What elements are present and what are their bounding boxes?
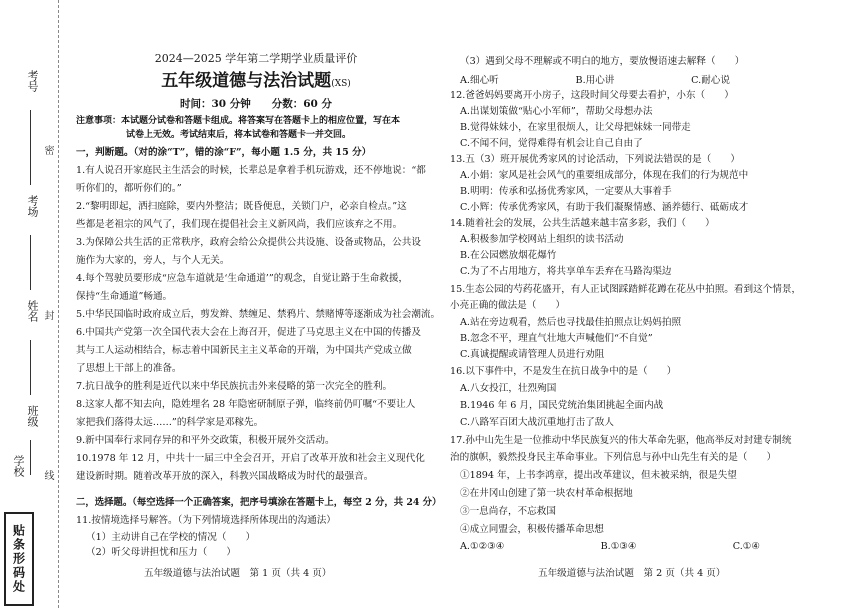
q13-option-b: B.明明：传承和弘扬优秀家风，一定要从大事着手 (460, 186, 672, 197)
q15-option-c: C.真诚提醒或请管理人员进行劝阻 (460, 349, 605, 360)
title-code: (XS) (331, 79, 351, 89)
label-xingming: 姓名 (26, 300, 39, 322)
q12-option-c: C.不闻不问，觉得难得有机会让自己自由了 (460, 138, 643, 149)
judgment-line: 10.1978 年 12 月，中共十一届三中全会召开，开启了改革开放和社会主义现代化 (76, 453, 425, 464)
q17-stem-1: 17.孙中山先生是一位推动中华民族复兴的伟大革命先驱，他高举反对封建专制统 (450, 435, 792, 446)
q15-stem-2: 小亮正确的做法是（ ） (450, 300, 566, 311)
q16-option-b: B.1946 年 6 月，国民党统治集团挑起全面内战 (460, 400, 664, 411)
notice-line-2: 试卷上无效。考试结束后，将本试卷和答题卡一并交回。 (126, 130, 352, 140)
kaohao-line (30, 110, 31, 185)
q17-item-2: ②在井冈山创建了第一块农村革命根据地 (460, 488, 633, 499)
banji-line (30, 440, 31, 475)
judgment-line: 保持“生命通道”畅通。 (76, 291, 173, 302)
time-score: 时间：30 分钟 分数：60 分 (179, 98, 333, 110)
footer-page-1: 五年级道德与法治试题 第 1 页（共 4 页） (144, 568, 332, 579)
q13-option-c: C.小辉：传承优秀家风，有助于我们凝聚情感、涵养德行、砥砺成才 (460, 202, 749, 213)
judgment-line: 建设新时期。随着改革开放的深入，科教兴国战略成为时代的最强音。 (76, 471, 374, 482)
judgment-line: 8.这家人都不知去向，隐姓埋名 28 年隐密研制原子弹，临终前仍叮嘱“不要让人 (76, 399, 416, 410)
label-banji: 班级 (26, 405, 39, 427)
q12-option-a: A.出谋划策做“贴心小军师”，帮助父母想办法 (460, 106, 653, 117)
footer-page-2: 五年级道德与法治试题 第 2 页（共 4 页） (538, 568, 726, 579)
judgment-line: 些都是老祖宗的风气了，我们现在提倡社会主义新风尚，我们应该弃之不用。 (76, 219, 403, 230)
q15-stem-1: 15.生态公园的芍药花盛开，有人正试图踩踏鲜花蹲在花丛中拍照。看到这个情景， (450, 284, 802, 295)
judgment-line: 6.中国共产党第一次全国代表大会在上海召开，促进了马克思主义在中国的传播及 (76, 327, 421, 338)
judgment-line: 2.“黎明即起，洒扫庭除，要内外整洁；既昏便息，关锁门户，必亲自检点。”这 (76, 201, 407, 212)
q16-option-c: C.八路军百团大战沉重地打击了敌人 (460, 417, 614, 428)
q17-item-4: ④成立同盟会，积极传播革命思想 (460, 524, 604, 535)
title-text: 五年级道德与法治试题 (161, 71, 332, 91)
seal-mi: 密 (42, 145, 53, 155)
q14-option-c: C.为了不占用地方，将共享单车丢弃在马路沟渠边 (460, 266, 672, 277)
barcode-label: 贴条形码处 (11, 524, 26, 594)
q17-option-c: C.①④ (732, 541, 760, 552)
q14-stem: 14.随着社会的发展，公共生活越来越丰富多彩，我们（ ） (450, 218, 715, 229)
label-kaohao: 考号 (26, 70, 39, 92)
exam-title (76, 70, 436, 95)
q11-option-c: C.耐心说 (691, 75, 730, 86)
section2-heading: 二，选择题。（每空选择一个正确答案，把序号填涂在答题卡上，每空 2 分，共 24 分） (76, 497, 442, 508)
judgment-line: 施作为大家的，旁人，与个人无关。 (76, 255, 230, 266)
judgment-line: 了思想上干部上的准备。 (76, 363, 182, 374)
q11-options (460, 72, 730, 86)
seal-xian: 线 (42, 470, 53, 480)
q17-option-a: A.①②③④ (460, 541, 505, 552)
q11-sub1: （1）主动讲自己在学校的情况（ ） (86, 532, 256, 543)
judgment-line: 9.新中国奉行求同存异的和平外交政策，积极开展外交活动。 (76, 435, 335, 446)
seal-feng: 封 (42, 310, 53, 320)
q14-option-a: A.积极参加学校网站上组织的读书活动 (460, 234, 624, 245)
notice-line-1: 注意事项：本试题分试卷和答题卡组成。将答案写在答题卡上的相应位置，写在本 (76, 116, 401, 126)
label-kaochang: 考场 (26, 195, 39, 217)
q17-item-3: ③一息尚存，不忘救国 (460, 506, 556, 517)
label-xuexiao: 学校 (12, 455, 25, 477)
q11-sub3: （3）遇到父母不理解或不明白的地方，要放慢语速去解释（ ） (460, 56, 745, 67)
judgment-line: 听你们的，都听你们的。” (76, 183, 182, 194)
q17-stem-2: 治的旗帜，毅然投身民主革命事业。下列信息与孙中山先生有关的是（ ） (450, 452, 777, 463)
judgment-line: 4.每个驾驶员要形成“应急车道就是‘生命通道’”的观念，自觉让路于生命救援， (76, 273, 409, 284)
q12-stem: 12.爸爸妈妈要离开小房子，这段时间父母要去看护，小东（ ） (450, 90, 734, 101)
judgment-line: 1.有人说召开家庭民主生活会的时候，长辈总是拿着手机玩游戏，还不停地说：“都 (76, 165, 426, 176)
judgment-line: 其与工人运动相结合，标志着中国新民主主义革命的开端，为中国共产党成立做 (76, 345, 412, 356)
q17-options (460, 541, 760, 552)
judgment-line: 家把我们落得太远……”的科学家是邓稼先。 (76, 417, 264, 428)
kaochang-line (30, 235, 31, 290)
q11-stem: 11.按情境选择号解答。（为下列情境选择所体现出的沟通法） (76, 515, 336, 526)
q15-option-a: A.站在旁边观看，然后也寻找最佳拍照点让妈妈拍照 (460, 317, 682, 328)
q12-option-b: B.觉得妹妹小，在家里很烦人，让父母把妹妹一同带走 (460, 122, 691, 133)
q13-stem: 13.五（3）班开展优秀家风的讨论活动，下列说法错误的是（ ） (450, 154, 740, 165)
q15-option-b: B.忽念不平，理直气壮地大声喊他们“不自觉” (460, 333, 653, 344)
q11-option-b: B.用心讲 (575, 75, 615, 86)
q13-option-a: A.小娟：家风是社会风气的重要组成部分，体现在我们的行为规范中 (460, 170, 749, 181)
section1-heading: 一，判断题。（对的涂“T”，错的涂“F”，每小题 1.5 分，共 15 分） (76, 147, 372, 158)
q11-sub2: （2）听父母讲担忧和压力（ ） (86, 547, 237, 558)
binding-strip (0, 0, 59, 608)
q17-option-b: B.①③④ (600, 541, 637, 552)
q11-option-a: A.细心听 (460, 75, 499, 86)
judgment-line: 5.中华民国临时政府成立后，剪发辫、禁缠足、禁鸦片、禁赌博等逐渐成为社会潮流。 (76, 309, 441, 320)
q16-option-a: A.八女投江，壮烈殉国 (460, 383, 557, 394)
q16-stem: 16.以下事件中，不是发生在抗日战争中的是（ ） (450, 366, 677, 377)
judgment-line: 7.抗日战争的胜利是近代以来中华民族抗击外来侵略的第一次完全的胜利。 (76, 381, 393, 392)
year-line: 2024—2025 学年第二学期学业质量评价 (154, 52, 358, 65)
q17-item-1: ①1894 年，上书李鸿章，提出改革建议，但未被采纳，很是失望 (460, 470, 737, 481)
judgment-line: 3.为保障公共生活的正常秩序，政府会给公众提供公共设施、设备或物品，公共设 (76, 237, 421, 248)
barcode-box (4, 512, 34, 606)
xingming-line (30, 340, 31, 395)
q14-option-b: B.在公园燃放烟花爆竹 (460, 250, 557, 261)
